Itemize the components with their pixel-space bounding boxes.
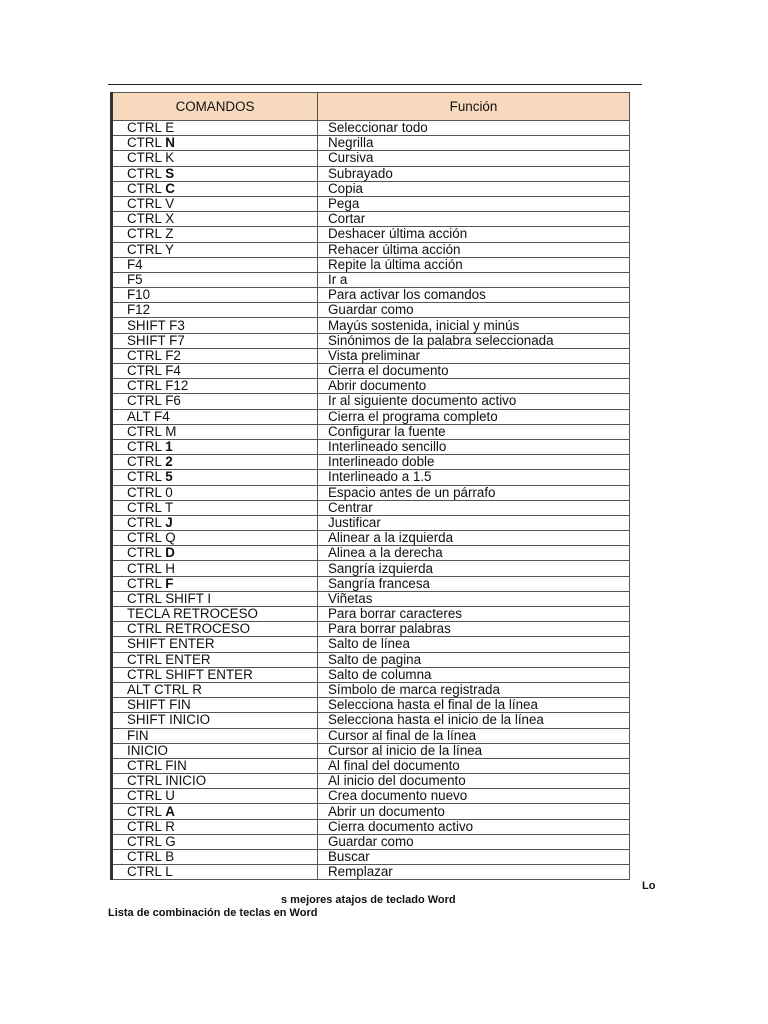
function-cell: Centrar bbox=[318, 500, 630, 515]
command-cell bbox=[112, 121, 318, 136]
command-cell bbox=[112, 622, 318, 637]
command-prefix: CTRL bbox=[127, 454, 166, 470]
command-prefix: CTRL B bbox=[127, 849, 175, 865]
function-cell: Al inicio del documento bbox=[318, 774, 630, 789]
function-cell: Cierra el programa completo bbox=[318, 409, 630, 424]
function-cell: Selecciona hasta el final de la línea bbox=[318, 698, 630, 713]
command-cell bbox=[112, 151, 318, 166]
caption-title: s mejores atajos de teclado Word bbox=[281, 894, 456, 906]
table-row bbox=[112, 151, 630, 166]
table-row bbox=[112, 561, 630, 576]
table-header-row bbox=[112, 93, 630, 121]
table-row bbox=[112, 409, 630, 424]
command-cell bbox=[112, 333, 318, 348]
command-cell bbox=[112, 424, 318, 439]
function-cell: Al final del documento bbox=[318, 758, 630, 773]
table-row bbox=[112, 318, 630, 333]
table-row bbox=[112, 576, 630, 591]
table-row bbox=[112, 424, 630, 439]
command-prefix: ALT F4 bbox=[127, 409, 170, 424]
table-row bbox=[112, 728, 630, 743]
function-cell: Guardar como bbox=[318, 834, 630, 849]
table-row bbox=[112, 196, 630, 211]
command-prefix: FIN bbox=[127, 728, 149, 743]
table-row bbox=[112, 682, 630, 697]
command-prefix: CTRL RETROCESO bbox=[127, 621, 251, 637]
command-prefix: CTRL bbox=[127, 545, 166, 561]
function-cell: Seleccionar todo bbox=[318, 121, 630, 136]
command-cell bbox=[112, 303, 318, 318]
table-row bbox=[112, 364, 630, 379]
caption-subtitle: Lista de combinación de teclas en Word bbox=[108, 907, 318, 919]
function-cell: Espacio antes de un párrafo bbox=[318, 485, 630, 500]
command-prefix: CTRL FIN bbox=[127, 758, 187, 773]
function-cell: Cierra el documento bbox=[318, 364, 630, 379]
table-row bbox=[112, 850, 630, 865]
function-cell: Cierra documento activo bbox=[318, 819, 630, 834]
function-cell: Abrir un documento bbox=[318, 804, 630, 819]
command-cell bbox=[112, 591, 318, 606]
table-row bbox=[112, 272, 630, 287]
command-cell bbox=[112, 834, 318, 849]
function-cell: Buscar bbox=[318, 850, 630, 865]
command-key-bold: A bbox=[165, 803, 175, 819]
top-rule bbox=[108, 84, 642, 85]
command-prefix: CTRL G bbox=[127, 834, 176, 849]
table-row bbox=[112, 515, 630, 530]
function-cell: Justificar bbox=[318, 515, 630, 530]
function-cell: Cortar bbox=[318, 212, 630, 227]
command-prefix: CTRL bbox=[127, 469, 166, 485]
table-row bbox=[112, 500, 630, 515]
command-cell bbox=[112, 576, 318, 591]
command-cell bbox=[112, 272, 318, 287]
table-row bbox=[112, 394, 630, 409]
command-cell bbox=[112, 455, 318, 470]
command-cell bbox=[112, 531, 318, 546]
command-cell bbox=[112, 804, 318, 819]
command-prefix: CTRL SHIFT I bbox=[127, 591, 212, 606]
command-prefix: CTRL ENTER bbox=[127, 652, 211, 667]
table-row bbox=[112, 212, 630, 227]
table-row bbox=[112, 789, 630, 804]
table-row bbox=[112, 698, 630, 713]
table-row bbox=[112, 667, 630, 682]
command-prefix: F4 bbox=[127, 257, 143, 272]
table-row bbox=[112, 607, 630, 622]
table-row bbox=[112, 455, 630, 470]
function-cell: Copia bbox=[318, 181, 630, 196]
command-cell bbox=[112, 166, 318, 181]
command-cell bbox=[112, 667, 318, 682]
command-prefix: SHIFT FIN bbox=[127, 697, 191, 713]
function-cell: Salto de línea bbox=[318, 637, 630, 652]
function-cell: Salto de pagina bbox=[318, 652, 630, 667]
table-row bbox=[112, 181, 630, 196]
command-prefix: SHIFT F7 bbox=[127, 333, 185, 348]
command-prefix: ALT CTRL R bbox=[127, 682, 202, 698]
command-cell bbox=[112, 515, 318, 530]
table-row bbox=[112, 531, 630, 546]
function-cell: Para borrar caracteres bbox=[318, 607, 630, 622]
command-prefix: CTRL bbox=[127, 135, 166, 151]
function-cell: Cursiva bbox=[318, 151, 630, 166]
function-cell: Crea documento nuevo bbox=[318, 789, 630, 804]
command-prefix: CTRL F4 bbox=[127, 363, 181, 379]
command-cell bbox=[112, 439, 318, 454]
command-prefix: SHIFT INICIO bbox=[127, 712, 211, 728]
command-prefix: SHIFT ENTER bbox=[127, 636, 215, 652]
command-prefix: CTRL V bbox=[127, 196, 175, 212]
command-prefix: F12 bbox=[127, 302, 151, 318]
function-cell: Deshacer última acción bbox=[318, 227, 630, 242]
command-key-bold: N bbox=[165, 135, 175, 151]
command-cell bbox=[112, 546, 318, 561]
table-row bbox=[112, 485, 630, 500]
command-prefix: CTRL K bbox=[127, 150, 175, 166]
function-cell: Salto de columna bbox=[318, 667, 630, 682]
command-prefix: CTRL T bbox=[127, 500, 174, 515]
command-cell bbox=[112, 196, 318, 211]
function-cell: Alinea a la derecha bbox=[318, 546, 630, 561]
command-cell bbox=[112, 136, 318, 151]
command-key-bold: F bbox=[165, 576, 174, 591]
function-cell: Para borrar palabras bbox=[318, 622, 630, 637]
table-row bbox=[112, 774, 630, 789]
table-row bbox=[112, 743, 630, 758]
command-prefix: F10 bbox=[127, 287, 151, 303]
command-key-bold: 2 bbox=[165, 454, 173, 470]
table-row bbox=[112, 166, 630, 181]
function-cell: Pega bbox=[318, 196, 630, 211]
command-cell bbox=[112, 698, 318, 713]
function-cell: Interlineado a 1.5 bbox=[318, 470, 630, 485]
command-prefix: CTRL Z bbox=[127, 226, 174, 242]
command-key-bold: 1 bbox=[165, 439, 173, 455]
command-prefix: CTRL bbox=[127, 181, 166, 196]
function-cell: Cursor al final de la línea bbox=[318, 728, 630, 743]
table-row bbox=[112, 242, 630, 257]
caption-fragment: Lo bbox=[642, 880, 656, 892]
command-prefix: CTRL R bbox=[127, 819, 175, 834]
function-cell: Símbolo de marca registrada bbox=[318, 682, 630, 697]
command-key-bold: C bbox=[165, 181, 175, 196]
command-cell bbox=[112, 318, 318, 333]
table-row bbox=[112, 865, 630, 880]
table-row bbox=[112, 804, 630, 819]
command-prefix: CTRL U bbox=[127, 788, 175, 804]
command-prefix: CTRL bbox=[127, 576, 166, 591]
table-row bbox=[112, 834, 630, 849]
command-cell bbox=[112, 288, 318, 303]
table-row bbox=[112, 121, 630, 136]
command-prefix: CTRL Q bbox=[127, 530, 176, 546]
function-cell: Mayús sostenida, inicial y minús bbox=[318, 318, 630, 333]
command-prefix: CTRL bbox=[127, 803, 166, 819]
command-prefix: CTRL L bbox=[127, 864, 173, 880]
command-cell bbox=[112, 394, 318, 409]
function-cell: Ir a bbox=[318, 272, 630, 287]
command-prefix: CTRL 0 bbox=[127, 485, 173, 500]
table-row bbox=[112, 136, 630, 151]
command-cell bbox=[112, 637, 318, 652]
function-cell: Selecciona hasta el inicio de la línea bbox=[318, 713, 630, 728]
function-cell: Repite la última acción bbox=[318, 257, 630, 272]
function-cell: Configurar la fuente bbox=[318, 424, 630, 439]
command-key-bold: J bbox=[165, 515, 173, 530]
table-row bbox=[112, 470, 630, 485]
table-row bbox=[112, 546, 630, 561]
table-row bbox=[112, 758, 630, 773]
command-key-bold: D bbox=[165, 545, 175, 561]
command-cell bbox=[112, 242, 318, 257]
column-header-function: Función bbox=[318, 93, 630, 121]
function-cell: Sangría francesa bbox=[318, 576, 630, 591]
command-prefix: CTRL bbox=[127, 166, 166, 181]
table-row bbox=[112, 303, 630, 318]
command-cell bbox=[112, 743, 318, 758]
command-prefix: SHIFT F3 bbox=[127, 317, 185, 333]
table-row bbox=[112, 227, 630, 242]
function-cell: Para activar los comandos bbox=[318, 288, 630, 303]
command-prefix: TECLA RETROCESO bbox=[127, 606, 258, 622]
function-cell: Vista preliminar bbox=[318, 348, 630, 363]
function-cell: Subrayado bbox=[318, 166, 630, 181]
table-row bbox=[112, 288, 630, 303]
command-cell bbox=[112, 364, 318, 379]
command-cell bbox=[112, 409, 318, 424]
table-row bbox=[112, 591, 630, 606]
command-cell bbox=[112, 561, 318, 576]
command-prefix: CTRL F12 bbox=[127, 378, 189, 394]
command-cell bbox=[112, 819, 318, 834]
function-cell: Viñetas bbox=[318, 591, 630, 606]
command-prefix: CTRL F2 bbox=[127, 348, 181, 363]
command-prefix: CTRL SHIFT ENTER bbox=[127, 667, 253, 682]
command-prefix: CTRL E bbox=[127, 120, 175, 136]
command-cell bbox=[112, 652, 318, 667]
command-prefix: CTRL Y bbox=[127, 242, 174, 257]
command-prefix: CTRL bbox=[127, 439, 166, 455]
function-cell: Interlineado doble bbox=[318, 455, 630, 470]
function-cell: Sinónimos de la palabra seleccionada bbox=[318, 333, 630, 348]
command-key-bold: 5 bbox=[165, 469, 173, 485]
table-row bbox=[112, 439, 630, 454]
function-cell: Alinear a la izquierda bbox=[318, 531, 630, 546]
table-body bbox=[112, 121, 630, 880]
command-cell bbox=[112, 257, 318, 272]
command-cell bbox=[112, 500, 318, 515]
function-cell: Abrir documento bbox=[318, 379, 630, 394]
function-cell: Ir al siguiente documento activo bbox=[318, 394, 630, 409]
table-row bbox=[112, 652, 630, 667]
function-cell: Interlineado sencillo bbox=[318, 439, 630, 454]
command-prefix: CTRL X bbox=[127, 211, 175, 227]
function-cell: Negrilla bbox=[318, 136, 630, 151]
function-cell: Rehacer última acción bbox=[318, 242, 630, 257]
table-row bbox=[112, 333, 630, 348]
function-cell: Remplazar bbox=[318, 865, 630, 880]
command-cell bbox=[112, 212, 318, 227]
table-row bbox=[112, 819, 630, 834]
command-cell bbox=[112, 348, 318, 363]
table-row bbox=[112, 379, 630, 394]
function-cell: Cursor al inicio de la línea bbox=[318, 743, 630, 758]
command-cell bbox=[112, 607, 318, 622]
command-prefix: F5 bbox=[127, 272, 143, 287]
command-prefix: CTRL F6 bbox=[127, 393, 181, 409]
command-cell bbox=[112, 485, 318, 500]
command-prefix: CTRL bbox=[127, 515, 166, 530]
function-cell: Guardar como bbox=[318, 303, 630, 318]
command-cell bbox=[112, 713, 318, 728]
command-prefix: INICIO bbox=[127, 743, 168, 758]
shortcut-table bbox=[110, 92, 630, 880]
command-cell bbox=[112, 181, 318, 196]
command-cell bbox=[112, 758, 318, 773]
command-cell bbox=[112, 789, 318, 804]
command-prefix: CTRL INICIO bbox=[127, 773, 207, 789]
function-cell: Sangría izquierda bbox=[318, 561, 630, 576]
command-cell bbox=[112, 682, 318, 697]
table-row bbox=[112, 713, 630, 728]
command-cell bbox=[112, 728, 318, 743]
command-cell bbox=[112, 774, 318, 789]
command-prefix: CTRL M bbox=[127, 424, 177, 439]
command-cell bbox=[112, 227, 318, 242]
command-prefix: CTRL H bbox=[127, 560, 175, 576]
table-row bbox=[112, 622, 630, 637]
table-row bbox=[112, 637, 630, 652]
command-cell bbox=[112, 379, 318, 394]
command-key-bold: S bbox=[165, 166, 175, 181]
table-row bbox=[112, 257, 630, 272]
command-cell bbox=[112, 850, 318, 865]
table-row bbox=[112, 348, 630, 363]
command-cell bbox=[112, 470, 318, 485]
column-header-commands: COMANDOS bbox=[112, 93, 318, 121]
command-cell bbox=[112, 865, 318, 880]
